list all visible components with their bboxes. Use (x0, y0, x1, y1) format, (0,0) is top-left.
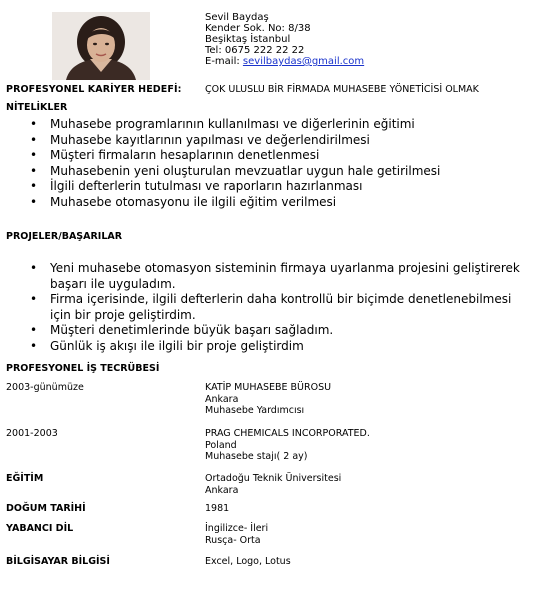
career-goal-label: PROFESYONEL KARİYER HEDEFİ: (6, 84, 182, 95)
list-item: • Müşteri firmaların hesaplarının denetlenmesi (26, 148, 526, 164)
computer-skills-value: Excel, Logo, Lotus (205, 556, 291, 567)
languages-label: YABANCI DİL (6, 523, 74, 534)
education-label: EĞİTİM (6, 473, 44, 484)
list-item: • Muhasebe programlarının kullanılması ve diğerlerinin eğitimi (26, 117, 526, 133)
job-role: Muhasebe Yardımcısı (205, 405, 305, 416)
list-item: • İlgili defterlerin tutulması ve raporların hazırlanması (26, 179, 526, 195)
email-label: E-mail: (205, 56, 240, 67)
list-item: • Firma içerisinde, ilgili defterlerin daha kontrollü bir biçimde denetlenebilmesi için bir proje geliştirdim. (26, 292, 536, 323)
list-item: • Muhasebe otomasyonu ile ilgili eğitim verilmesi (26, 195, 526, 211)
job-entry (205, 382, 331, 417)
list-item: • Müşteri denetimlerinde büyük başarı sağladım. (26, 323, 536, 339)
job-location: Ankara (205, 393, 239, 405)
list-item: • Muhasebenin yeni oluşturulan mevzuatlar uygun hale getirilmesi (26, 164, 526, 180)
computer-skills-label: BİLGİSAYAR BİLGİSİ (6, 556, 110, 567)
language-1: İngilizce- İleri (205, 523, 269, 534)
list-item: • Günlük iş akışı ile ilgili bir proje geliştirdim (26, 339, 536, 355)
email-link[interactable]: sevilbaydas@gmail.com (242, 56, 365, 67)
address-line-1: Kender Sok. No: 8/38 (205, 23, 311, 34)
job-period: 2001-2003 (6, 428, 58, 439)
qualifications-heading: NİTELİKLER (6, 102, 68, 113)
job-company: PRAG CHEMICALS INCORPORATED. (205, 428, 370, 439)
birth-date-value: 1981 (205, 503, 230, 514)
job-location: Poland (205, 439, 237, 451)
contact-block (205, 12, 364, 67)
job-role: Muhasebe stajı( 2 ay) (205, 451, 308, 462)
language-2: Rusça- Orta (205, 534, 261, 546)
job-company: KATİP MUHASEBE BÜROSU (205, 382, 332, 393)
email-line (205, 56, 364, 67)
phone-number: Tel: 0675 222 22 22 (205, 45, 305, 56)
projects-list (26, 261, 536, 354)
birth-date-label: DOĞUM TARİHİ (6, 503, 86, 514)
career-goal-text: ÇOK ULUSLU BİR FİRMADA MUHASEBE YÖNETİCİSİ OLMAK (205, 84, 479, 95)
projects-heading: PROJELER/BAŞARILAR (6, 231, 123, 242)
profile-photo (52, 12, 150, 80)
list-item: • Yeni muhasebe otomasyon sisteminin firmaya uyarlanma projesini geliştirerek başarı ile uyguladım. (26, 261, 536, 292)
candidate-name: Sevil Baydaş (205, 12, 269, 23)
experience-heading: PROFESYONEL İŞ TECRÜBESİ (6, 363, 160, 374)
education-school: Ortadoğu Teknik Üniversitesi (205, 473, 342, 484)
education-entry (205, 473, 341, 496)
education-city: Ankara (205, 484, 239, 496)
portrait-image (52, 12, 150, 80)
job-entry (205, 428, 370, 463)
languages-entry (205, 523, 268, 546)
job-period: 2003-günümüze (6, 382, 84, 393)
qualifications-list (26, 117, 526, 210)
list-item: • Muhasebe kayıtlarının yapılması ve değerlendirilmesi (26, 133, 526, 149)
address-line-2: Beşiktaş İstanbul (205, 34, 291, 45)
